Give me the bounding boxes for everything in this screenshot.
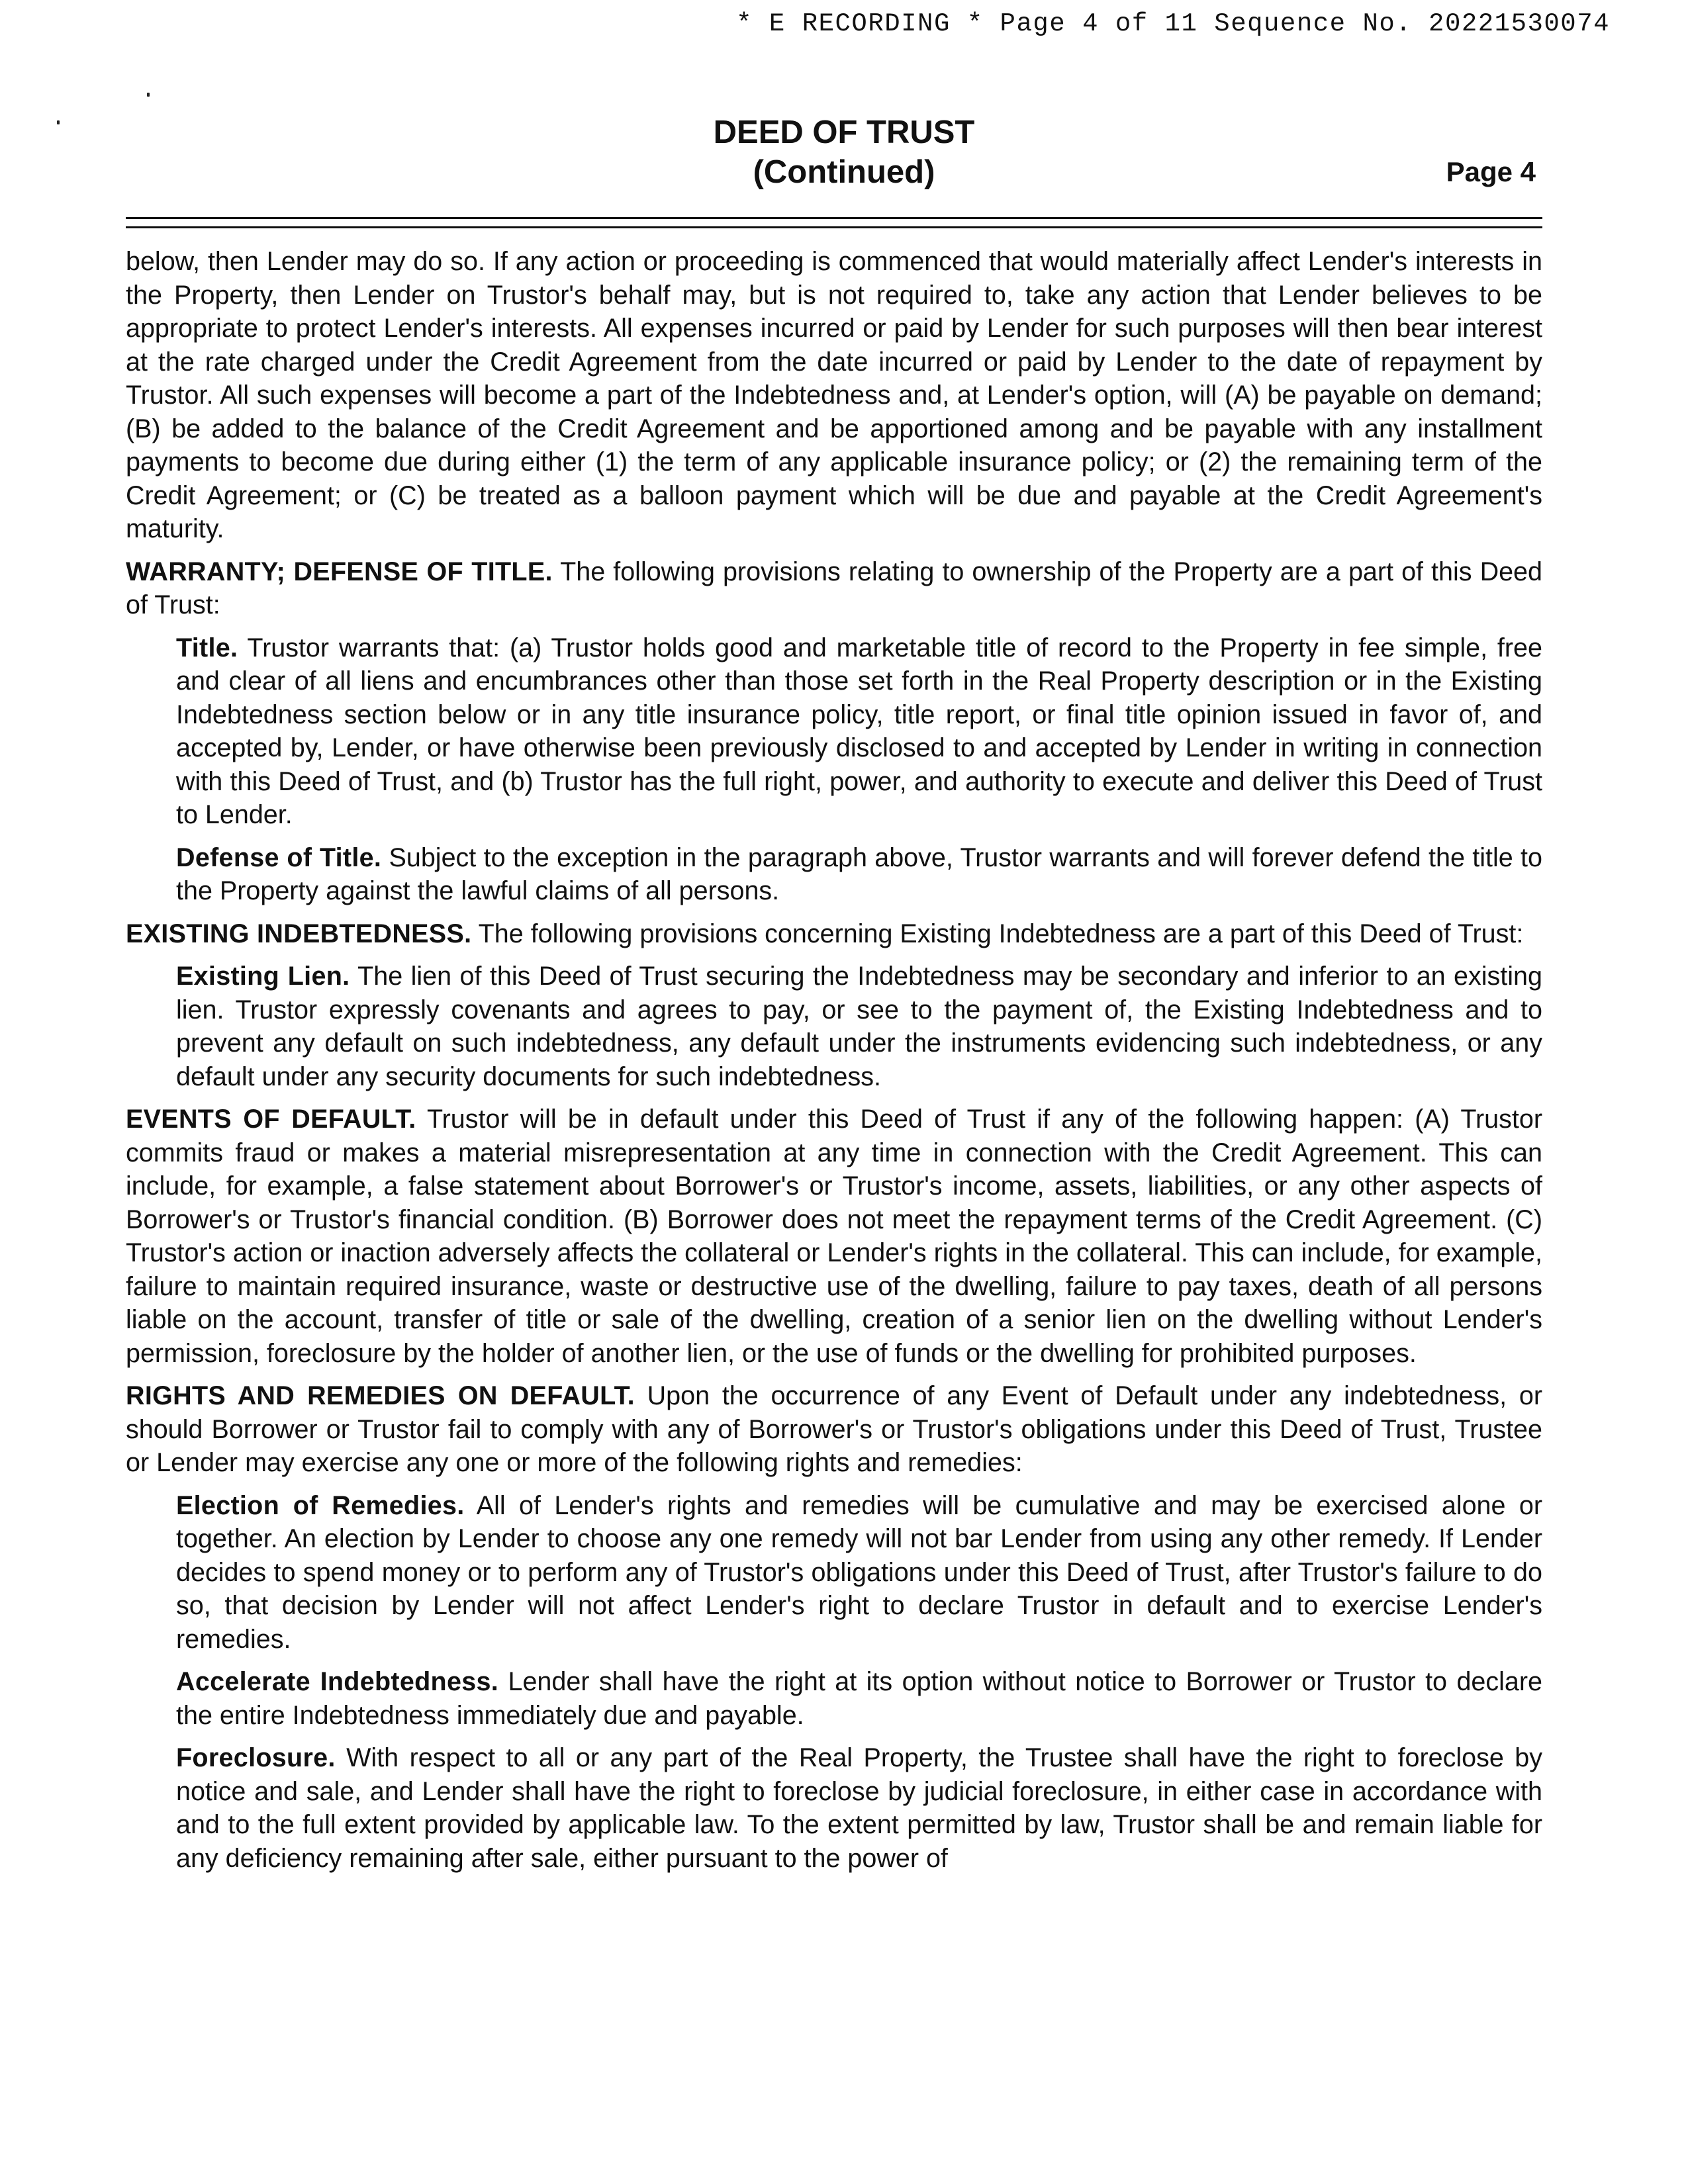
subsection-heading: Election of Remedies. [176,1490,465,1520]
subsection-defense-of-title [176,841,1542,908]
header-rule-bottom [126,226,1542,228]
section-events-of-default [126,1103,1542,1370]
subsection-heading: Defense of Title. [176,842,382,872]
section-text: Upon the occurrence of any Event of Default under any indebtedness, or should Borrower or Trustor fail to comply with any of Borrower's or Trustor's obligations under this Deed of Trust, Trustee or Lender may exercise any one or more of the following rights and remedies: [126,1381,1542,1477]
subsection-title [176,631,1542,832]
section-existing-indebtedness [126,917,1542,951]
subsection-text: Lender shall have the right at its option without notice to Borrower or Trustor to declare the entire Indebtedness immediately due and payable. [176,1667,1542,1730]
subsection-text: Subject to the exception in the paragraph above, Trustor warrants and will forever defend the title to the Property against the lawful claims of all persons. [176,842,1542,905]
section-text: The following provisions concerning Existing Indebtedness are a part of this Deed of Trust: [478,919,1524,948]
section-warranty-defense-of-title [126,555,1542,622]
subsection-election-of-remedies [176,1489,1542,1657]
subsection-accelerate-indebtedness [176,1665,1542,1732]
subsection-heading: Accelerate Indebtedness. [176,1667,499,1696]
section-text: The following provisions relating to ownership of the Property are a part of this Deed of Trust: [126,557,1542,619]
subsection-text: Trustor warrants that: (a) Trustor holds good and marketable title of record to the Property in fee simple, free and clear of all liens and encumbrances other than those set forth in the Real Property description or in the Existing Indebtedness section below or in any title insurance policy, title report, or final title opinion issued in favor of, and accepted by, Lender, or have otherwise been previously disclosed to and accepted by Lender in writing in connection with this Deed of Trust, and (b) Trustor has the full right, power, and authority to execute and deliver this Deed of Trust to Lender. [176,633,1542,829]
title-block [0,113,1688,192]
subsection-heading: Foreclosure. [176,1743,336,1772]
scan-speck [147,93,150,97]
paragraph-text: below, then Lender may do so. If any action or proceeding is commenced that would materially affect Lender's interests in the Property, then Lender on Trustor's behalf may, but is not required to, take any action that Lender believes to be appropriate to protect Lender's interests. All expenses incurred or paid by Lender for such purposes will then bear interest at the rate charged under the Credit Agreement from the date incurred or paid by Lender to the date of repayment by Trustor. All such expenses will become a part of the Indebtedness and, at Lender's option, will (A) be payable on demand; (B) be added to the balance of the Credit Agreement and be apportioned among and be payable with any installment payments to become due during either (1) the term of any applicable insurance policy; or (2) the remaining term of the Credit Agreement; or (C) be treated as a balloon payment which will be due and payable at the Credit Agreement's maturity. [126,247,1542,543]
section-heading: RIGHTS AND REMEDIES ON DEFAULT. [126,1381,635,1410]
subsection-text: The lien of this Deed of Trust securing the Indebtedness may be secondary and inferior to an existing lien. Trustor expressly covenants and agrees to pay, or see to the payment of, the Existing Indebtedness and to prevent any default on such indebtedness, any default under the instruments evidencing such indebtedness, or any default under any security documents for such indebtedness. [176,962,1542,1091]
page-number: Page 4 [1446,156,1536,187]
document-title: DEED OF TRUST [713,114,975,150]
section-rights-and-remedies [126,1379,1542,1480]
subsection-heading: Existing Lien. [176,962,350,991]
section-text: Trustor will be in default under this Deed of Trust if any of the following happen: (A) Trustor commits fraud or makes a material misrepresentation at any time in connection with the Credit Agreement. This can include, for example, a false statement about Borrower's or Trustor's income, assets, liabilities, or any other aspects of Borrower's or Trustor's financial condition. (B) Borrower does not meet the repayment terms of the Credit Agreement. (C) Trustor's action or inaction adversely affects the collateral or Lender's rights in the collateral. This can include, for example, failure to maintain required insurance, waste or destructive use of the dwelling, failure to pay taxes, death of all persons liable on the account, transfer of title or sale of the dwelling, creation of a senior lien on the dwelling without Lender's permission, foreclosure by the holder of another lien, or the use of funds or the dwelling for prohibited purposes. [126,1105,1542,1368]
document-subtitle: (Continued) [753,154,935,190]
document-body [126,245,1542,1884]
subsection-heading: Title. [176,633,238,662]
header-rule-top [126,217,1542,219]
section-heading: WARRANTY; DEFENSE OF TITLE. [126,557,553,586]
section-heading: EVENTS OF DEFAULT. [126,1105,416,1134]
subsection-existing-lien [176,960,1542,1093]
subsection-text: All of Lender's rights and remedies will be cumulative and may be exercised alone or together. An election by Lender to choose any one remedy will not bar Lender from using any other remedy. If Lender decides to spend money or to perform any of Trustor's obligations under this Deed of Trust, after Trustor's failure to do so, that decision by Lender will not affect Lender's right to declare Trustor in default and to exercise Lender's remedies. [176,1490,1542,1654]
section-heading: EXISTING INDEBTEDNESS. [126,919,472,948]
paragraph-expenditures-continued [126,245,1542,546]
subsection-foreclosure [176,1741,1542,1875]
recording-header: * E RECORDING * Page 4 of 11 Sequence No. 20221530074 [736,9,1610,38]
subsection-text: With respect to all or any part of the Real Property, the Trustee shall have the right to foreclose by notice and sale, and Lender shall have the right to foreclose by judicial foreclosure, in either case in accordance with and to the full extent provided by applicable law. To the extent permitted by law, Trustor shall be and remain liable for any deficiency remaining after sale, either pursuant to the power of [176,1743,1543,1873]
